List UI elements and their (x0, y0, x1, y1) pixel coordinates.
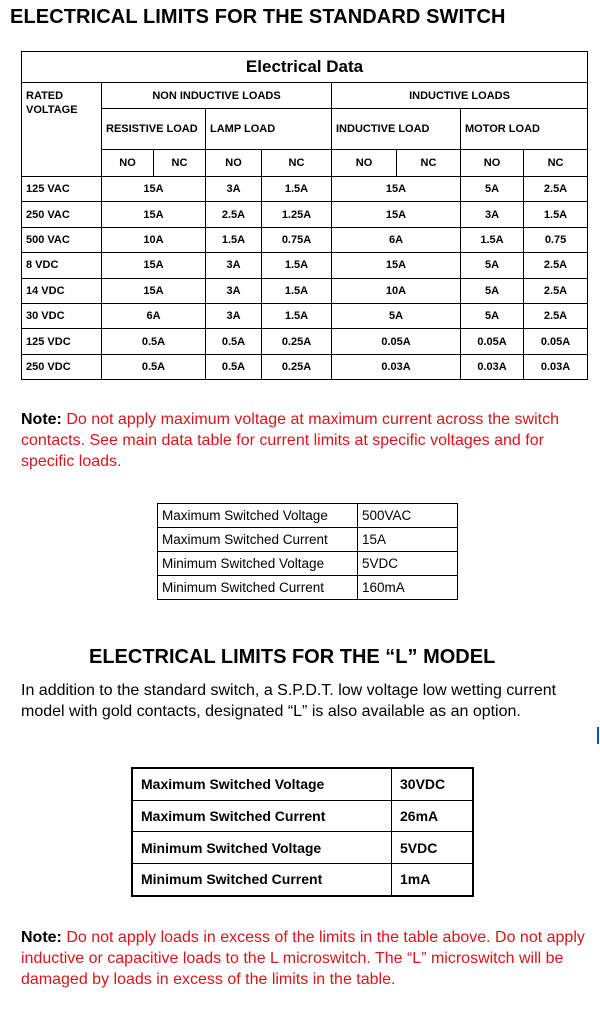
table-cell: 0.5A (102, 329, 206, 354)
table-cell: 125 VAC (22, 177, 102, 202)
note-label: Note: (21, 411, 62, 428)
table-cell: 5A (461, 253, 524, 278)
page-heading-l-model: ELECTRICAL LIMITS FOR THE “L” MODEL (89, 646, 496, 668)
table-cell: Minimum Switched Voltage (158, 552, 358, 576)
table-cell: 3A (461, 202, 524, 227)
table-row (22, 253, 588, 278)
note-text: Do not apply maximum voltage at maximum current across the switch contacts. See main data table for current limits at specific voltages and for specific loads. (21, 411, 559, 470)
table-cell: 14 VDC (22, 278, 102, 303)
table-row (158, 576, 458, 600)
table-cell: 160mA (358, 576, 458, 600)
table-row (22, 354, 588, 379)
motor-header: MOTOR LOAD (461, 109, 588, 150)
table-cell: 5A (332, 303, 461, 328)
no-header: NO (461, 150, 524, 177)
table-cell: 10A (102, 227, 206, 252)
table-cell: 3A (206, 253, 262, 278)
table-cell: 30VDC (392, 768, 474, 800)
note-voltage-current (21, 409, 600, 472)
table-cell: 5A (461, 278, 524, 303)
table-cell: 1.5A (262, 303, 332, 328)
table-cell: 30 VDC (22, 303, 102, 328)
note-l-model-loads (21, 927, 600, 990)
table-row (22, 177, 588, 202)
table-row (158, 528, 458, 552)
table-cell: 5A (461, 303, 524, 328)
table-cell: 15A (358, 528, 458, 552)
table-cell: 0.05A (332, 329, 461, 354)
note-text: Do not apply loads in excess of the limits in the table above. Do not apply inductive or capacitive loads to the L microswitch. The “L” microswitch will be damaged by loads in excess of the limits in the table. (21, 929, 585, 988)
table-row (158, 504, 458, 528)
nc-header: NC (524, 150, 588, 177)
table-cell: 15A (102, 278, 206, 303)
rated-voltage-header: RATED VOLTAGE (22, 83, 102, 177)
table-row (22, 303, 588, 328)
no-header: NO (102, 150, 154, 177)
table-cell: 3A (206, 278, 262, 303)
table-cell: 0.25A (262, 329, 332, 354)
table-cell: 250 VDC (22, 354, 102, 379)
table-cell: 6A (332, 227, 461, 252)
table-cell: 5VDC (358, 552, 458, 576)
nc-header: NC (154, 150, 206, 177)
table-cell: 15A (102, 202, 206, 227)
table-cell: 1.5A (262, 177, 332, 202)
table-cell: Maximum Switched Current (158, 528, 358, 552)
inductive-load-header: INDUCTIVE LOAD (332, 109, 461, 150)
table-cell: 2.5A (524, 177, 588, 202)
table-cell: 5A (461, 177, 524, 202)
table-cell: 0.5A (102, 354, 206, 379)
table-cell: 0.25A (262, 354, 332, 379)
table-cell: Minimum Switched Current (158, 576, 358, 600)
table-cell: 2.5A (524, 253, 588, 278)
text-cursor (597, 727, 599, 744)
table-cell: 0.03A (332, 354, 461, 379)
table-cell: 1.5A (524, 202, 588, 227)
table-cell: Maximum Switched Voltage (132, 768, 392, 800)
table-cell: 1.5A (262, 278, 332, 303)
table-cell: Minimum Switched Current (132, 864, 392, 896)
table-row (22, 202, 588, 227)
table-cell: 2.5A (524, 278, 588, 303)
table-cell: 6A (102, 303, 206, 328)
table-cell: 3A (206, 177, 262, 202)
standard-limits-table (157, 503, 458, 600)
table-row (132, 832, 473, 864)
table-row (132, 768, 473, 800)
page-heading-standard: ELECTRICAL LIMITS FOR THE STANDARD SWITCH (10, 6, 506, 28)
table-cell: 0.03A (524, 354, 588, 379)
table-title: Electrical Data (22, 52, 588, 83)
table-cell: 15A (332, 202, 461, 227)
lamp-header: LAMP LOAD (206, 109, 332, 150)
electrical-data-table (21, 51, 588, 380)
table-row (158, 552, 458, 576)
no-header: NO (332, 150, 397, 177)
table-cell: 0.75A (262, 227, 332, 252)
table-cell: 8 VDC (22, 253, 102, 278)
table-cell: 0.05A (461, 329, 524, 354)
nc-header: NC (262, 150, 332, 177)
table-cell: 15A (332, 177, 461, 202)
table-cell: 0.75 (524, 227, 588, 252)
table-row (22, 329, 588, 354)
table-cell: 500 VAC (22, 227, 102, 252)
table-cell: Maximum Switched Current (132, 800, 392, 832)
table-cell: 125 VDC (22, 329, 102, 354)
note-label: Note: (21, 929, 62, 946)
table-cell: 250 VAC (22, 202, 102, 227)
l-model-limits-table (131, 767, 474, 897)
table-cell: 26mA (392, 800, 474, 832)
table-cell: 0.5A (206, 329, 262, 354)
inductive-header: INDUCTIVE LOADS (332, 83, 588, 109)
table-cell: 15A (332, 253, 461, 278)
table-cell: Minimum Switched Voltage (132, 832, 392, 864)
table-cell: 500VAC (358, 504, 458, 528)
table-cell: 3A (206, 303, 262, 328)
table-cell: 1mA (392, 864, 474, 896)
table-cell: 10A (332, 278, 461, 303)
table-row (22, 227, 588, 252)
table-cell: 1.5A (262, 253, 332, 278)
table-cell: 2.5A (206, 202, 262, 227)
nc-header: NC (397, 150, 461, 177)
table-cell: 1.5A (461, 227, 524, 252)
table-cell: 1.5A (206, 227, 262, 252)
l-model-description: In addition to the standard switch, a S.P.D.T. low voltage low wetting current model with gold contacts, designated “L” is also available as an option. (21, 682, 557, 720)
table-cell: 0.03A (461, 354, 524, 379)
table-cell: 15A (102, 177, 206, 202)
table-cell: 15A (102, 253, 206, 278)
table-cell: 0.5A (206, 354, 262, 379)
table-cell: 1.25A (262, 202, 332, 227)
table-row (132, 800, 473, 832)
resistive-header: RESISTIVE LOAD (102, 109, 206, 150)
table-row (132, 864, 473, 896)
table-cell: 0.05A (524, 329, 588, 354)
table-cell: 2.5A (524, 303, 588, 328)
table-cell: 5VDC (392, 832, 474, 864)
table-cell: Maximum Switched Voltage (158, 504, 358, 528)
table-row (22, 278, 588, 303)
no-header: NO (206, 150, 262, 177)
non-inductive-header: NON INDUCTIVE LOADS (102, 83, 332, 109)
